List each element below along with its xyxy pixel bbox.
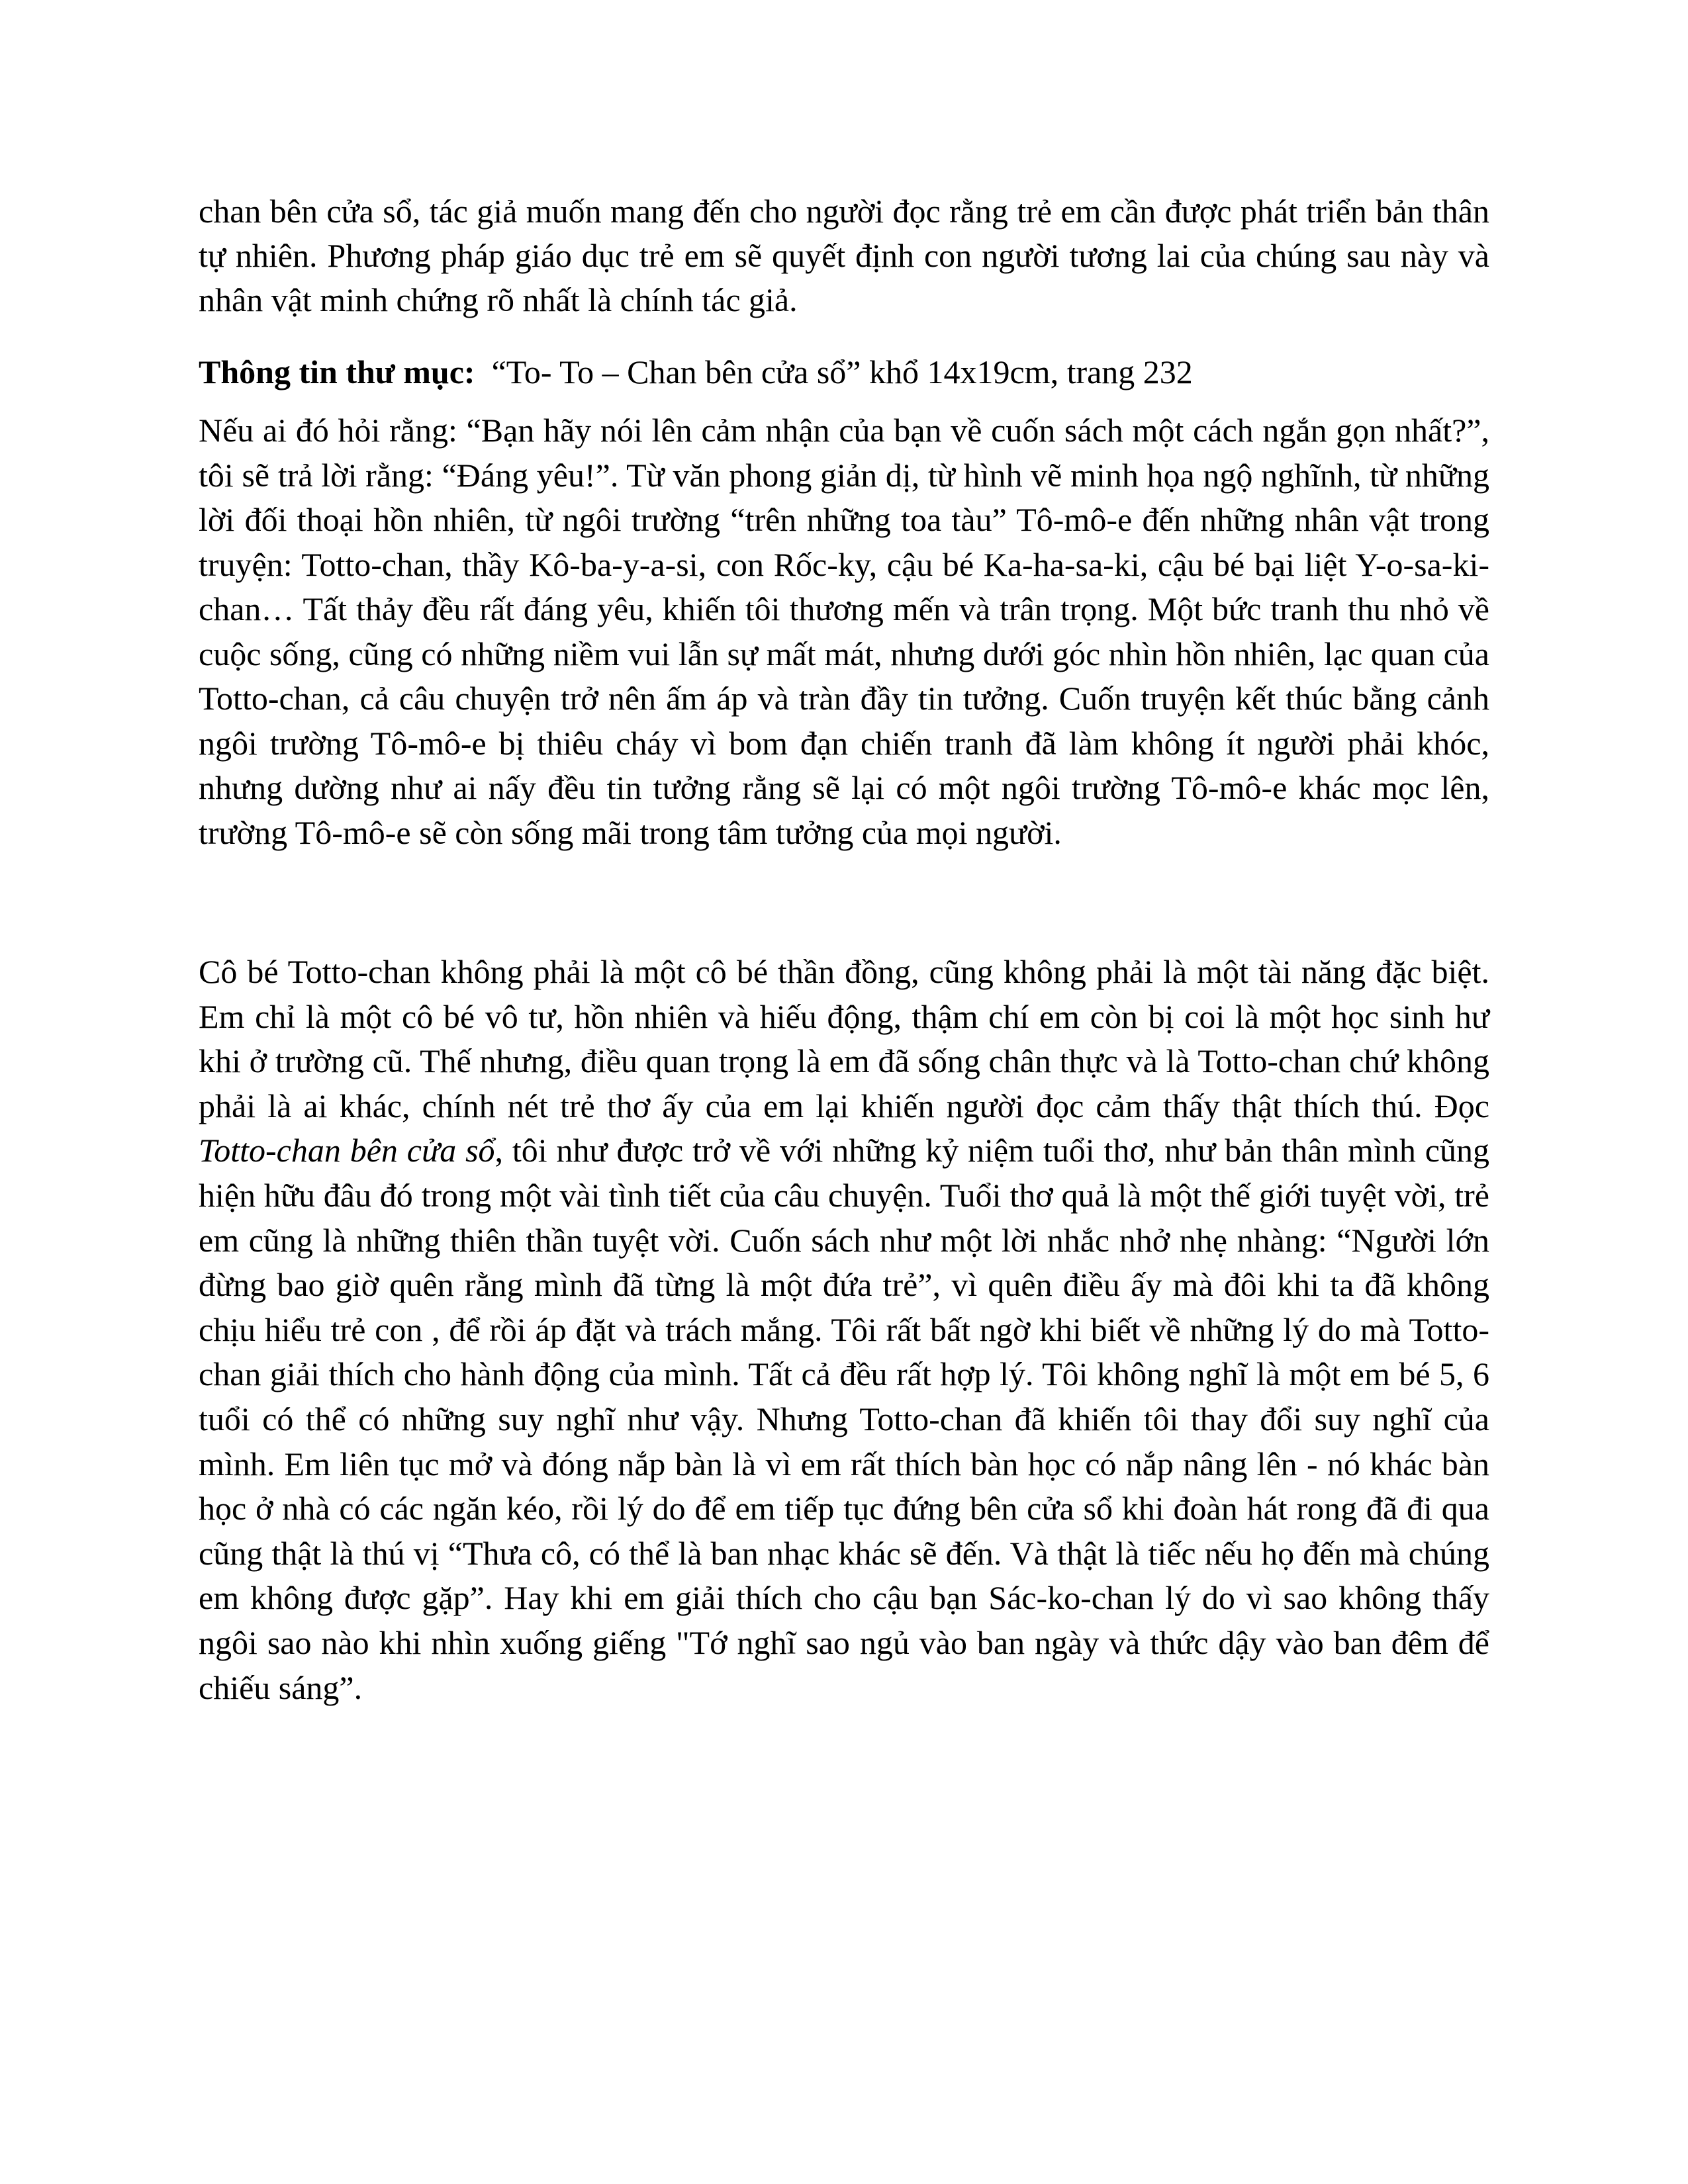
bibliography-label: Thông tin thư mục:	[199, 353, 475, 390]
document-page	[199, 189, 1489, 1710]
review-paragraph-one: Nếu ai đó hỏi rằng: “Bạn hãy nói lên cảm nhận của bạn về cuốn sách một cách ngắn gọn nhất?”, tôi sẽ trả lời rằng: “Đáng yêu!”. Từ văn phong giản dị, từ hình vẽ minh họa ngộ nghĩnh, từ những lời đối thoại hồn nhiên, từ ngôi trường “trên những toa tàu” Tô-mô-e đến những nhân vật trong truyện: Totto-chan, thầy Kô-ba-y-a-si, con Rốc-ky, cậu bé Ka-ha-sa-ki, cậu bé bại liệt Y-o-sa-ki-chan… Tất thảy đều rất đáng yêu, khiến tôi thương mến và trân trọng. Một bức tranh thu nhỏ về cuộc sống, cũng có những niềm vui lẫn sự mất mát, nhưng dưới góc nhìn hồn nhiên, lạc quan của Totto-chan, cả câu chuyện trở nên ấm áp và tràn đầy tin tưởng. Cuốn truyện kết thúc bằng cảnh ngôi trường Tô-mô-e bị thiêu cháy vì bom đạn chiến tranh đã làm không ít người phải khóc, nhưng dường như ai nấy đều tin tưởng rằng sẽ lại có một ngôi trường Tô-mô-e khác mọc lên, trường Tô-mô-e sẽ còn sống mãi trong tâm tưởng của mọi người.	[199, 412, 1489, 851]
intro-continuation-paragraph: chan bên cửa sổ, tác giả muốn mang đến cho người đọc rằng trẻ em cần được phát triển bản thân tự nhiên. Phương pháp giáo dục trẻ em sẽ quyết định con người tương lai của chúng sau này và nhân vật minh chứng rõ nhất là chính tác giả.	[199, 193, 1489, 318]
review-two-text-end: , tôi như được trở về với những kỷ niệm tuổi thơ, như bản thân mình cũng hiện hữu đâu đó trong một vài tình tiết của câu chuyện. Tuổi thơ quả là một thế giới tuyệt vời, trẻ em cũng là những thiên thần tuyệt vời. Cuốn sách như một lời nhắc nhở nhẹ nhàng: “Người lớn đừng bao giờ quên rằng mình đã từng là một đứa trẻ”, vì quên điều ấy mà đôi khi ta đã không chịu hiểu trẻ con , để rồi áp đặt và trách mắng. Tôi rất bất ngờ khi biết về những lý do mà Totto-chan giải thích cho hành động của mình. Tất cả đều rất hợp lý. Tôi không nghĩ là một em bé 5, 6 tuổi có thể có những suy nghĩ như vậy. Nhưng Totto-chan đã khiến tôi thay đổi suy nghĩ của mình. Em liên tục mở và đóng nắp bàn là vì em rất thích bàn học có nắp nâng lên - nó khác bàn học ở nhà có các ngăn kéo, rồi lý do để em tiếp tục đứng bên cửa sổ khi đoàn hát rong đã đi qua cũng thật là thú vị “Thưa cô, có thể là ban nhạc khác sẽ đến. Và thật là tiếc nếu họ đến mà chúng em không được gặp”. Hay khi em giải thích cho cậu bạn Sác-ko-chan lý do vì sao không thấy ngôi sao nào khi nhìn xuống giếng "Tớ nghĩ sao ngủ vào ban ngày và thức dậy vào ban đêm để chiếu sáng”.	[199, 1132, 1489, 1706]
review-two-text-start: Cô bé Totto-chan không phải là một cô bé thần đồng, cũng không phải là một tài năng đặc biệt. Em chỉ là một cô bé vô tư, hồn nhiên và hiếu động, thậm chí em còn bị coi là một học sinh hư khi ở trường cũ. Thế nhưng, điều quan trọng là em đã sống chân thực và là Totto-chan chứ không phải là ai khác, chính nét trẻ thơ ấy của em lại khiến người đọc cảm thấy thật thích thú. Đọc	[199, 953, 1489, 1124]
bibliography-value: “To- To – Chan bên cửa sổ” khổ 14x19cm, trang 232	[491, 353, 1193, 390]
bibliography-paragraph	[199, 350, 1489, 394]
book-title-italic: Totto-chan bên cửa sổ	[199, 1132, 495, 1169]
review-paragraph-two	[199, 950, 1489, 1710]
